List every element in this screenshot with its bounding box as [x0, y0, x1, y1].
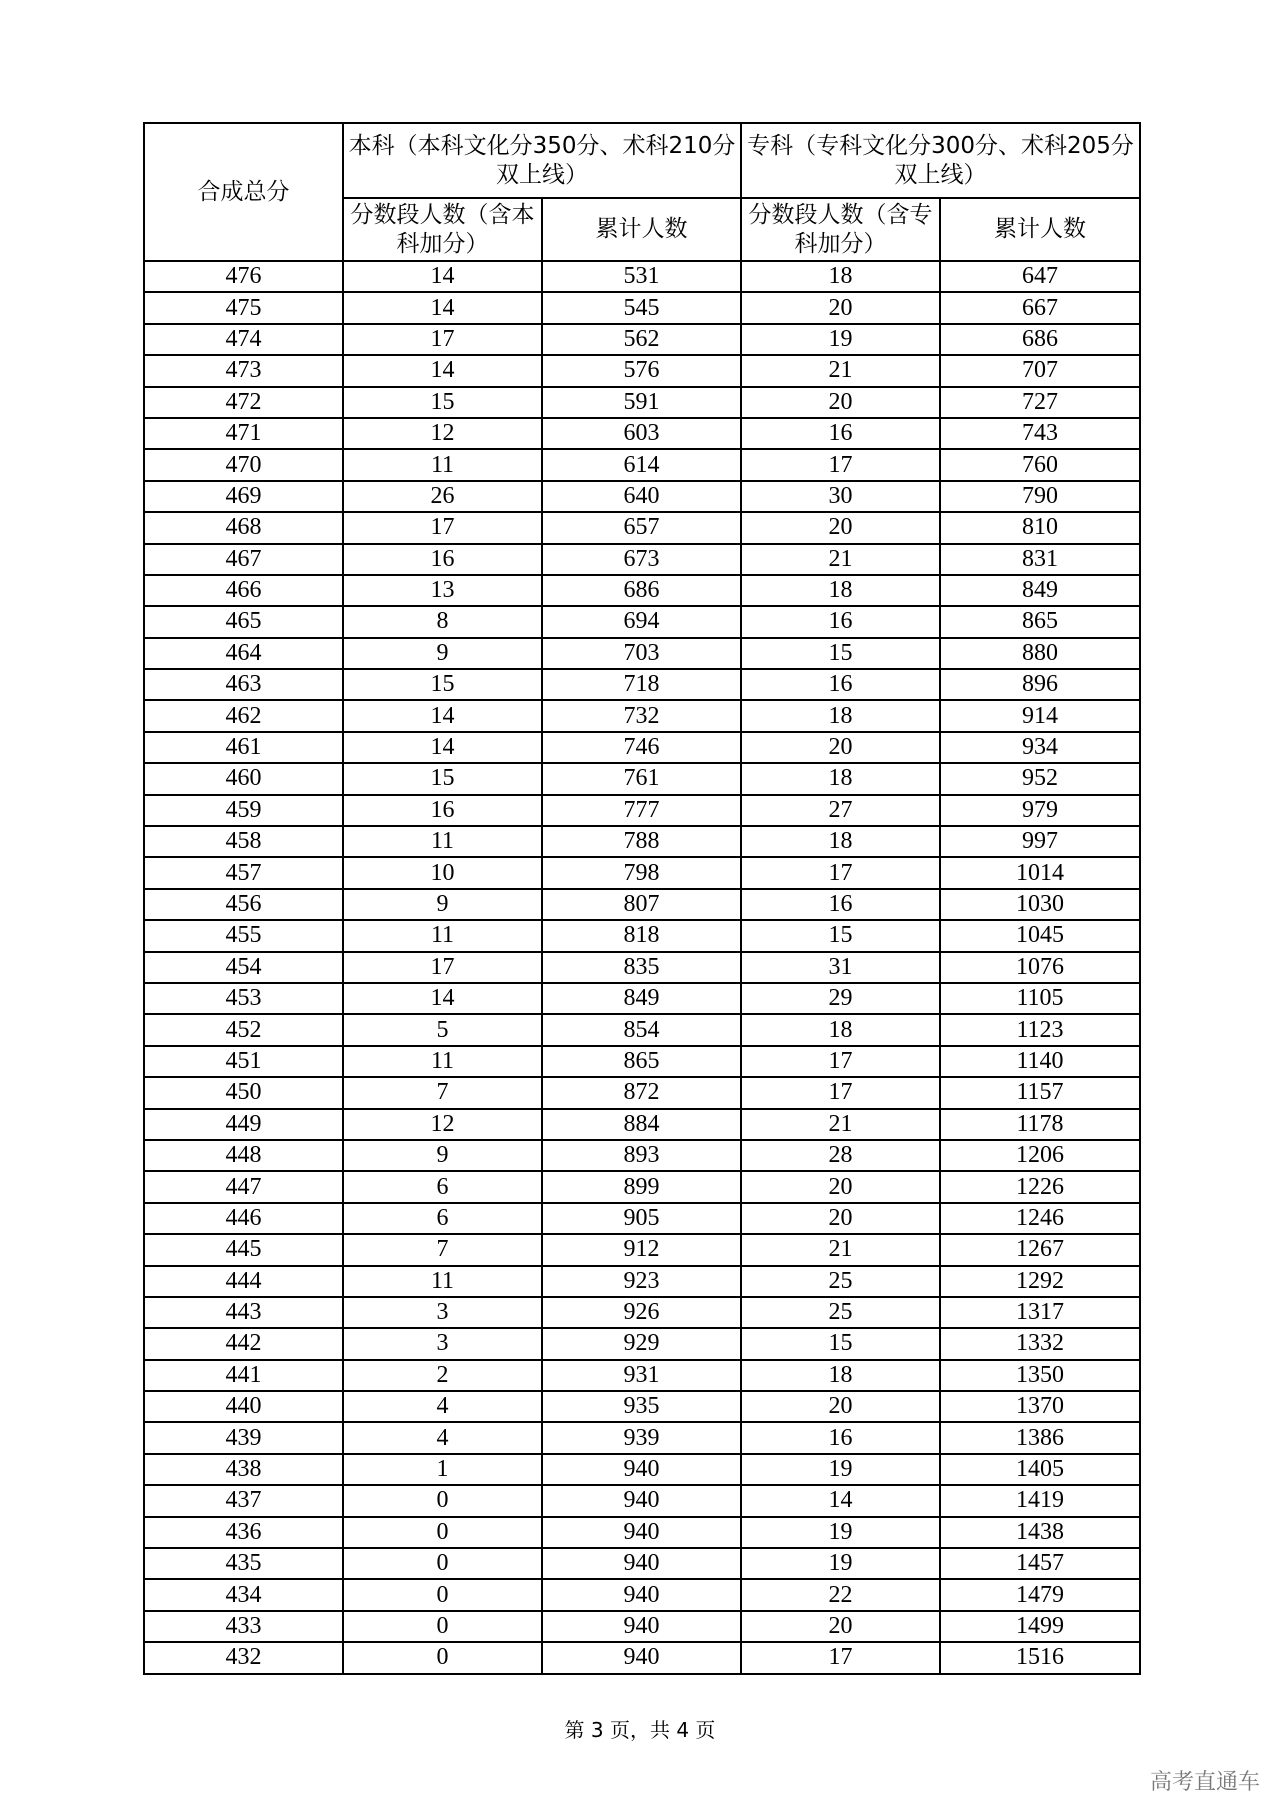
cell-benke-segment: 11 [343, 449, 542, 480]
cell-benke-cumulative: 872 [542, 1077, 741, 1108]
table-row [144, 261, 1140, 292]
cell-zhuanke-segment: 17 [741, 1642, 940, 1673]
cell-benke-segment: 4 [343, 1391, 542, 1422]
cell-zhuanke-cumulative: 880 [940, 638, 1140, 669]
cell-benke-cumulative: 732 [542, 700, 741, 731]
cell-zhuanke-segment: 14 [741, 1485, 940, 1516]
header-benke-segment: 分数段人数（含本科加分） [343, 198, 542, 261]
cell-benke-cumulative: 545 [542, 292, 741, 323]
cell-benke-cumulative: 940 [542, 1642, 741, 1673]
cell-benke-segment: 15 [343, 669, 542, 700]
cell-zhuanke-cumulative: 1516 [940, 1642, 1140, 1673]
cell-benke-segment: 7 [343, 1077, 542, 1108]
table-row [144, 606, 1140, 637]
cell-benke-cumulative: 939 [542, 1422, 741, 1453]
cell-total-score: 465 [144, 606, 343, 637]
cell-zhuanke-cumulative: 1405 [940, 1454, 1140, 1485]
cell-benke-segment: 17 [343, 512, 542, 543]
cell-zhuanke-segment: 17 [741, 1046, 940, 1077]
cell-total-score: 467 [144, 544, 343, 575]
cell-zhuanke-segment: 28 [741, 1140, 940, 1171]
cell-benke-segment: 3 [343, 1328, 542, 1359]
cell-benke-cumulative: 694 [542, 606, 741, 637]
cell-benke-segment: 14 [343, 261, 542, 292]
table-row [144, 920, 1140, 951]
cell-total-score: 440 [144, 1391, 343, 1422]
cell-benke-segment: 8 [343, 606, 542, 637]
table-row [144, 952, 1140, 983]
cell-benke-segment: 9 [343, 889, 542, 920]
cell-zhuanke-segment: 18 [741, 575, 940, 606]
cell-zhuanke-segment: 18 [741, 261, 940, 292]
cell-benke-segment: 12 [343, 1109, 542, 1140]
cell-total-score: 436 [144, 1517, 343, 1548]
table-row [144, 324, 1140, 355]
cell-zhuanke-cumulative: 979 [940, 795, 1140, 826]
cell-zhuanke-cumulative: 1499 [940, 1611, 1140, 1642]
table-row [144, 983, 1140, 1014]
header-benke-group: 本科（本科文化分350分、术科210分双上线） [343, 123, 741, 198]
cell-total-score: 463 [144, 669, 343, 700]
cell-zhuanke-cumulative: 1246 [940, 1203, 1140, 1234]
cell-total-score: 441 [144, 1360, 343, 1391]
cell-zhuanke-cumulative: 1014 [940, 857, 1140, 888]
cell-zhuanke-cumulative: 1479 [940, 1579, 1140, 1610]
cell-benke-segment: 5 [343, 1014, 542, 1045]
cell-benke-segment: 16 [343, 795, 542, 826]
cell-zhuanke-cumulative: 760 [940, 449, 1140, 480]
cell-zhuanke-segment: 18 [741, 1360, 940, 1391]
cell-total-score: 435 [144, 1548, 343, 1579]
table-row [144, 449, 1140, 480]
table-row [144, 700, 1140, 731]
cell-zhuanke-segment: 16 [741, 669, 940, 700]
cell-zhuanke-segment: 18 [741, 1014, 940, 1045]
cell-zhuanke-cumulative: 790 [940, 481, 1140, 512]
cell-benke-segment: 6 [343, 1203, 542, 1234]
cell-benke-cumulative: 788 [542, 826, 741, 857]
cell-benke-segment: 9 [343, 638, 542, 669]
cell-zhuanke-cumulative: 1178 [940, 1109, 1140, 1140]
cell-total-score: 461 [144, 732, 343, 763]
cell-benke-cumulative: 718 [542, 669, 741, 700]
cell-benke-cumulative: 835 [542, 952, 741, 983]
cell-zhuanke-segment: 21 [741, 1234, 940, 1265]
cell-total-score: 451 [144, 1046, 343, 1077]
table-row [144, 638, 1140, 669]
cell-zhuanke-segment: 16 [741, 418, 940, 449]
cell-zhuanke-segment: 16 [741, 606, 940, 637]
header-zhuanke-group: 专科（专科文化分300分、术科205分双上线） [741, 123, 1140, 198]
cell-benke-segment: 26 [343, 481, 542, 512]
cell-benke-segment: 13 [343, 575, 542, 606]
cell-zhuanke-segment: 17 [741, 857, 940, 888]
cell-benke-segment: 12 [343, 418, 542, 449]
cell-total-score: 459 [144, 795, 343, 826]
cell-zhuanke-segment: 21 [741, 355, 940, 386]
cell-benke-cumulative: 884 [542, 1109, 741, 1140]
cell-benke-segment: 14 [343, 700, 542, 731]
cell-zhuanke-segment: 29 [741, 983, 940, 1014]
table-row [144, 355, 1140, 386]
cell-zhuanke-segment: 20 [741, 1203, 940, 1234]
cell-total-score: 466 [144, 575, 343, 606]
table-row [144, 1579, 1140, 1610]
cell-benke-cumulative: 940 [542, 1611, 741, 1642]
table-row [144, 889, 1140, 920]
cell-zhuanke-cumulative: 865 [940, 606, 1140, 637]
cell-benke-cumulative: 562 [542, 324, 741, 355]
cell-total-score: 445 [144, 1234, 343, 1265]
cell-zhuanke-cumulative: 686 [940, 324, 1140, 355]
cell-total-score: 469 [144, 481, 343, 512]
table-row [144, 1391, 1140, 1422]
table-row [144, 481, 1140, 512]
cell-benke-cumulative: 935 [542, 1391, 741, 1422]
cell-benke-segment: 14 [343, 355, 542, 386]
table-row [144, 1422, 1140, 1453]
cell-benke-segment: 0 [343, 1642, 542, 1673]
table-row [144, 826, 1140, 857]
header-benke-cumulative: 累计人数 [542, 198, 741, 261]
cell-benke-cumulative: 818 [542, 920, 741, 951]
cell-zhuanke-cumulative: 647 [940, 261, 1140, 292]
table-row [144, 732, 1140, 763]
cell-total-score: 474 [144, 324, 343, 355]
table-row [144, 575, 1140, 606]
cell-benke-segment: 11 [343, 920, 542, 951]
cell-benke-cumulative: 576 [542, 355, 741, 386]
cell-benke-segment: 15 [343, 763, 542, 794]
cell-total-score: 439 [144, 1422, 343, 1453]
page-number: 第 3 页，共 4 页 [564, 1718, 716, 1742]
table-row [144, 1014, 1140, 1045]
cell-zhuanke-cumulative: 896 [940, 669, 1140, 700]
cell-benke-segment: 14 [343, 292, 542, 323]
cell-total-score: 433 [144, 1611, 343, 1642]
cell-zhuanke-cumulative: 1292 [940, 1266, 1140, 1297]
cell-benke-cumulative: 807 [542, 889, 741, 920]
score-distribution-table [143, 122, 1141, 1675]
cell-benke-cumulative: 777 [542, 795, 741, 826]
table-row [144, 1642, 1140, 1673]
cell-benke-segment: 15 [343, 387, 542, 418]
cell-benke-segment: 7 [343, 1234, 542, 1265]
cell-benke-cumulative: 929 [542, 1328, 741, 1359]
cell-benke-segment: 14 [343, 732, 542, 763]
cell-benke-cumulative: 923 [542, 1266, 741, 1297]
cell-total-score: 443 [144, 1297, 343, 1328]
header-total-score: 合成总分 [144, 123, 343, 261]
cell-total-score: 454 [144, 952, 343, 983]
table-row [144, 1203, 1140, 1234]
cell-benke-segment: 6 [343, 1171, 542, 1202]
cell-total-score: 449 [144, 1109, 343, 1140]
cell-zhuanke-cumulative: 707 [940, 355, 1140, 386]
cell-benke-segment: 0 [343, 1517, 542, 1548]
cell-zhuanke-cumulative: 743 [940, 418, 1140, 449]
table-row [144, 1234, 1140, 1265]
cell-total-score: 471 [144, 418, 343, 449]
cell-zhuanke-segment: 21 [741, 544, 940, 575]
cell-zhuanke-segment: 20 [741, 1391, 940, 1422]
table-row [144, 1077, 1140, 1108]
cell-zhuanke-cumulative: 1226 [940, 1171, 1140, 1202]
cell-benke-cumulative: 591 [542, 387, 741, 418]
cell-benke-cumulative: 657 [542, 512, 741, 543]
watermark-logo: 高考直通车 [1149, 1770, 1260, 1795]
cell-benke-cumulative: 686 [542, 575, 741, 606]
cell-zhuanke-cumulative: 1370 [940, 1391, 1140, 1422]
cell-total-score: 452 [144, 1014, 343, 1045]
cell-zhuanke-cumulative: 1267 [940, 1234, 1140, 1265]
cell-zhuanke-cumulative: 1045 [940, 920, 1140, 951]
cell-zhuanke-cumulative: 934 [940, 732, 1140, 763]
cell-total-score: 446 [144, 1203, 343, 1234]
cell-total-score: 473 [144, 355, 343, 386]
cell-total-score: 470 [144, 449, 343, 480]
table-row [144, 1171, 1140, 1202]
cell-zhuanke-segment: 20 [741, 292, 940, 323]
cell-benke-cumulative: 940 [542, 1548, 741, 1579]
cell-zhuanke-cumulative: 914 [940, 700, 1140, 731]
cell-benke-cumulative: 940 [542, 1454, 741, 1485]
cell-zhuanke-cumulative: 1350 [940, 1360, 1140, 1391]
cell-zhuanke-segment: 21 [741, 1109, 940, 1140]
cell-zhuanke-segment: 20 [741, 387, 940, 418]
cell-zhuanke-cumulative: 727 [940, 387, 1140, 418]
cell-zhuanke-cumulative: 667 [940, 292, 1140, 323]
cell-benke-cumulative: 746 [542, 732, 741, 763]
cell-total-score: 442 [144, 1328, 343, 1359]
cell-zhuanke-segment: 30 [741, 481, 940, 512]
table-row [144, 512, 1140, 543]
cell-zhuanke-cumulative: 1140 [940, 1046, 1140, 1077]
cell-benke-segment: 0 [343, 1611, 542, 1642]
cell-total-score: 447 [144, 1171, 343, 1202]
cell-benke-cumulative: 849 [542, 983, 741, 1014]
cell-zhuanke-segment: 27 [741, 795, 940, 826]
cell-zhuanke-segment: 19 [741, 324, 940, 355]
cell-zhuanke-cumulative: 1457 [940, 1548, 1140, 1579]
cell-zhuanke-segment: 19 [741, 1517, 940, 1548]
cell-zhuanke-segment: 25 [741, 1297, 940, 1328]
table-row [144, 1611, 1140, 1642]
table-row [144, 1266, 1140, 1297]
cell-zhuanke-cumulative: 1076 [940, 952, 1140, 983]
header-zhuanke-segment: 分数段人数（含专科加分） [741, 198, 940, 261]
cell-benke-segment: 4 [343, 1422, 542, 1453]
cell-zhuanke-cumulative: 1317 [940, 1297, 1140, 1328]
table-row [144, 1360, 1140, 1391]
table-row [144, 1046, 1140, 1077]
cell-zhuanke-segment: 15 [741, 638, 940, 669]
cell-zhuanke-cumulative: 1332 [940, 1328, 1140, 1359]
cell-total-score: 476 [144, 261, 343, 292]
cell-total-score: 444 [144, 1266, 343, 1297]
cell-benke-segment: 17 [343, 324, 542, 355]
cell-benke-cumulative: 865 [542, 1046, 741, 1077]
cell-benke-segment: 17 [343, 952, 542, 983]
cell-zhuanke-segment: 19 [741, 1454, 940, 1485]
cell-zhuanke-segment: 25 [741, 1266, 940, 1297]
cell-benke-cumulative: 940 [542, 1517, 741, 1548]
cell-benke-cumulative: 899 [542, 1171, 741, 1202]
cell-total-score: 458 [144, 826, 343, 857]
cell-total-score: 475 [144, 292, 343, 323]
table-row [144, 1454, 1140, 1485]
cell-zhuanke-cumulative: 952 [940, 763, 1140, 794]
cell-zhuanke-segment: 17 [741, 1077, 940, 1108]
cell-total-score: 456 [144, 889, 343, 920]
cell-zhuanke-segment: 16 [741, 1422, 940, 1453]
cell-benke-segment: 2 [343, 1360, 542, 1391]
cell-zhuanke-cumulative: 1438 [940, 1517, 1140, 1548]
cell-total-score: 464 [144, 638, 343, 669]
table-row [144, 1109, 1140, 1140]
cell-benke-cumulative: 854 [542, 1014, 741, 1045]
table-row [144, 1517, 1140, 1548]
cell-zhuanke-segment: 18 [741, 826, 940, 857]
cell-zhuanke-segment: 20 [741, 732, 940, 763]
cell-benke-segment: 1 [343, 1454, 542, 1485]
cell-benke-segment: 0 [343, 1579, 542, 1610]
cell-zhuanke-cumulative: 1123 [940, 1014, 1140, 1045]
cell-benke-cumulative: 912 [542, 1234, 741, 1265]
table-row [144, 1140, 1140, 1171]
cell-zhuanke-segment: 20 [741, 1171, 940, 1202]
cell-benke-cumulative: 905 [542, 1203, 741, 1234]
cell-zhuanke-segment: 18 [741, 763, 940, 794]
cell-zhuanke-segment: 17 [741, 449, 940, 480]
cell-benke-segment: 11 [343, 1266, 542, 1297]
cell-zhuanke-segment: 31 [741, 952, 940, 983]
cell-total-score: 437 [144, 1485, 343, 1516]
header-row-top [144, 123, 1140, 198]
cell-benke-segment: 16 [343, 544, 542, 575]
table-row [144, 387, 1140, 418]
table-row [144, 669, 1140, 700]
cell-zhuanke-cumulative: 810 [940, 512, 1140, 543]
cell-benke-cumulative: 614 [542, 449, 741, 480]
cell-zhuanke-cumulative: 997 [940, 826, 1140, 857]
cell-benke-segment: 0 [343, 1485, 542, 1516]
cell-benke-cumulative: 798 [542, 857, 741, 888]
cell-benke-cumulative: 940 [542, 1579, 741, 1610]
cell-benke-cumulative: 926 [542, 1297, 741, 1328]
cell-zhuanke-segment: 16 [741, 889, 940, 920]
table-row [144, 763, 1140, 794]
cell-benke-cumulative: 531 [542, 261, 741, 292]
cell-total-score: 453 [144, 983, 343, 1014]
cell-benke-cumulative: 940 [542, 1485, 741, 1516]
cell-zhuanke-segment: 20 [741, 512, 940, 543]
cell-total-score: 472 [144, 387, 343, 418]
cell-zhuanke-segment: 18 [741, 700, 940, 731]
table-row [144, 1485, 1140, 1516]
table-row [144, 1297, 1140, 1328]
cell-benke-cumulative: 640 [542, 481, 741, 512]
table-header [144, 123, 1140, 261]
cell-benke-cumulative: 931 [542, 1360, 741, 1391]
cell-zhuanke-cumulative: 1030 [940, 889, 1140, 920]
table-row [144, 292, 1140, 323]
cell-zhuanke-cumulative: 1419 [940, 1485, 1140, 1516]
cell-zhuanke-cumulative: 1386 [940, 1422, 1140, 1453]
cell-total-score: 462 [144, 700, 343, 731]
cell-benke-segment: 10 [343, 857, 542, 888]
cell-benke-cumulative: 603 [542, 418, 741, 449]
table-row [144, 795, 1140, 826]
table-row [144, 1548, 1140, 1579]
cell-benke-segment: 3 [343, 1297, 542, 1328]
cell-zhuanke-cumulative: 1206 [940, 1140, 1140, 1171]
table-row [144, 1328, 1140, 1359]
cell-total-score: 457 [144, 857, 343, 888]
cell-benke-segment: 14 [343, 983, 542, 1014]
cell-zhuanke-cumulative: 849 [940, 575, 1140, 606]
cell-total-score: 432 [144, 1642, 343, 1673]
cell-zhuanke-segment: 22 [741, 1579, 940, 1610]
cell-total-score: 438 [144, 1454, 343, 1485]
cell-zhuanke-segment: 19 [741, 1548, 940, 1579]
cell-benke-segment: 9 [343, 1140, 542, 1171]
cell-benke-cumulative: 893 [542, 1140, 741, 1171]
cell-zhuanke-segment: 20 [741, 1611, 940, 1642]
cell-zhuanke-segment: 15 [741, 920, 940, 951]
cell-total-score: 448 [144, 1140, 343, 1171]
cell-benke-cumulative: 673 [542, 544, 741, 575]
table-row [144, 418, 1140, 449]
table-body [144, 261, 1140, 1674]
cell-zhuanke-segment: 15 [741, 1328, 940, 1359]
cell-benke-segment: 11 [343, 826, 542, 857]
cell-benke-cumulative: 761 [542, 763, 741, 794]
cell-benke-segment: 11 [343, 1046, 542, 1077]
cell-total-score: 434 [144, 1579, 343, 1610]
cell-zhuanke-cumulative: 1105 [940, 983, 1140, 1014]
table-row [144, 857, 1140, 888]
cell-benke-cumulative: 703 [542, 638, 741, 669]
cell-zhuanke-cumulative: 831 [940, 544, 1140, 575]
cell-total-score: 455 [144, 920, 343, 951]
table-row [144, 544, 1140, 575]
header-zhuanke-cumulative: 累计人数 [940, 198, 1140, 261]
cell-total-score: 468 [144, 512, 343, 543]
cell-benke-segment: 0 [343, 1548, 542, 1579]
cell-total-score: 460 [144, 763, 343, 794]
cell-total-score: 450 [144, 1077, 343, 1108]
cell-zhuanke-cumulative: 1157 [940, 1077, 1140, 1108]
